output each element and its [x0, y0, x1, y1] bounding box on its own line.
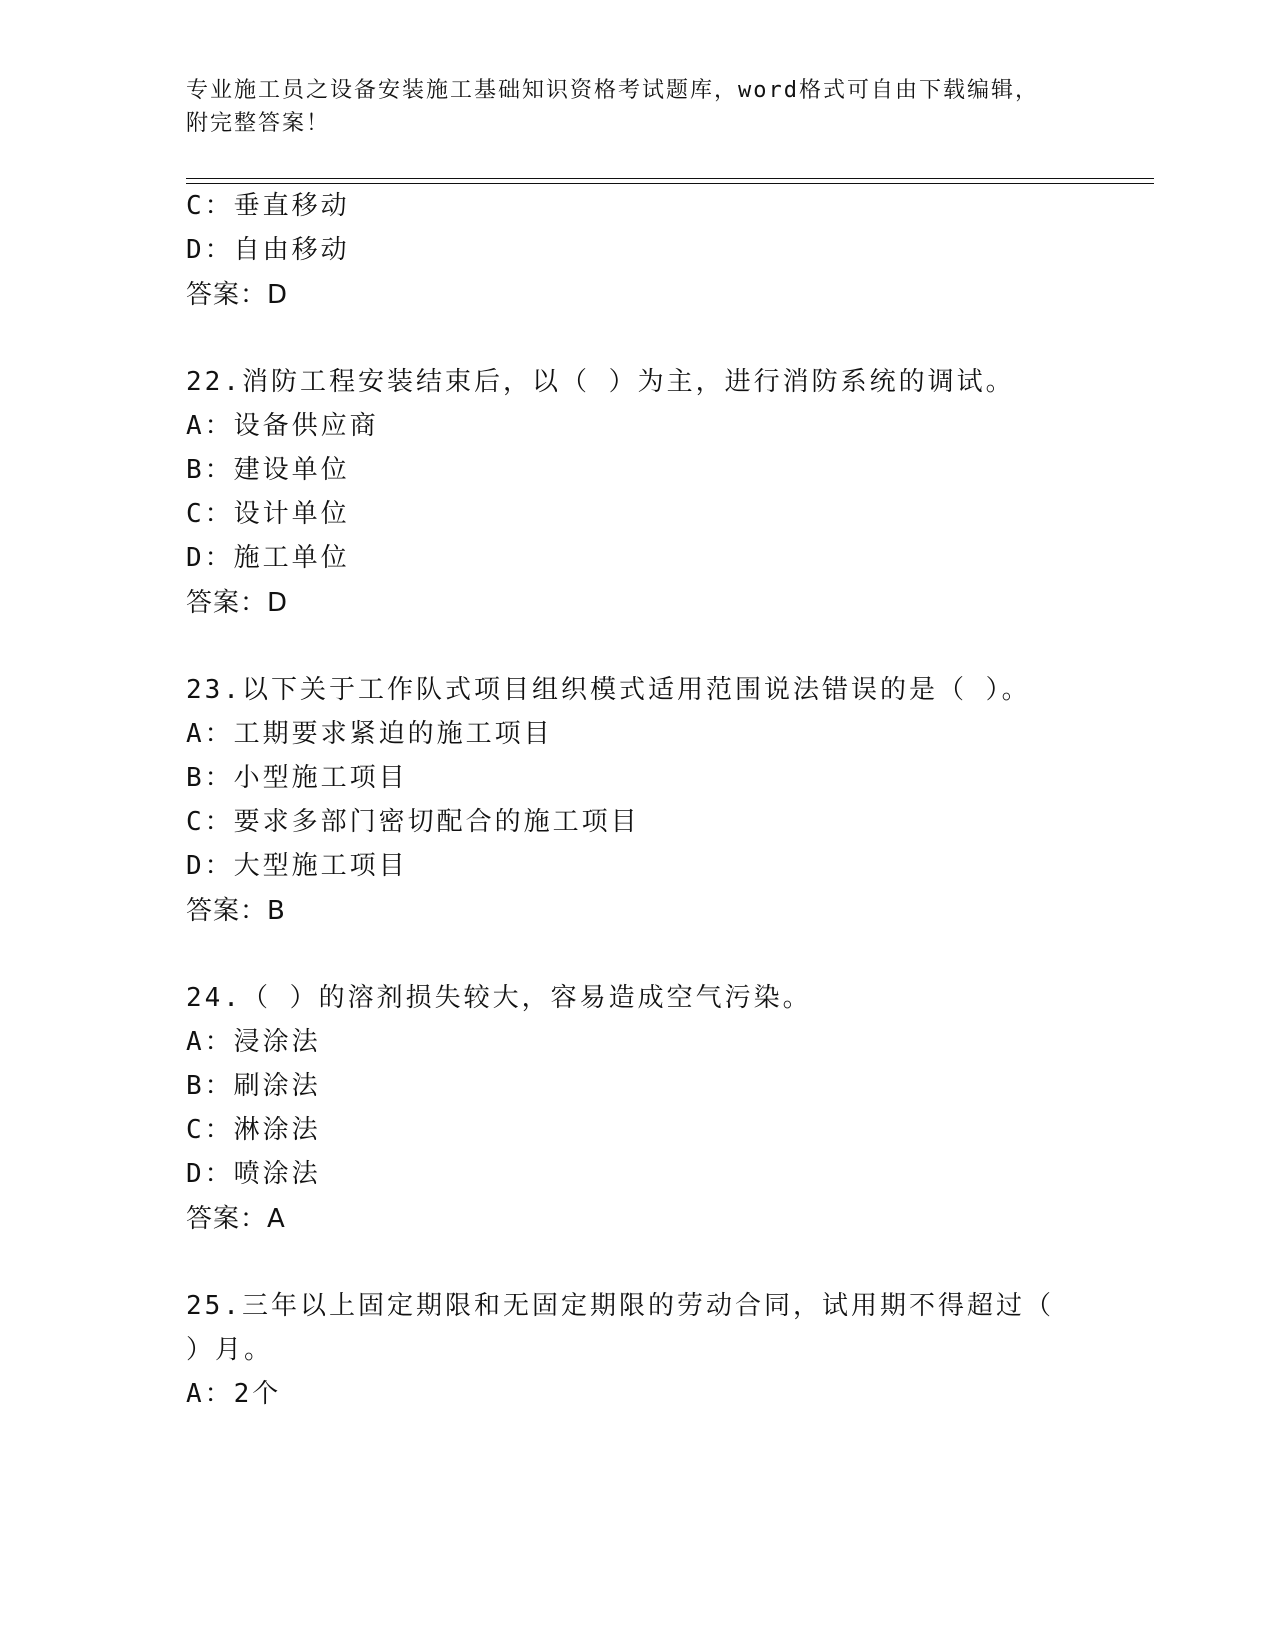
option-d: D：大型施工项目	[186, 851, 408, 881]
option-d: D：施工单位	[186, 543, 350, 573]
header-line-1: 专业施工员之设备安装施工基础知识资格考试题库，word格式可自由下载编辑，	[186, 78, 1039, 103]
option-a: A：设备供应商	[186, 411, 379, 441]
option-c: C：垂直移动	[186, 191, 350, 221]
option-c: C：要求多部门密切配合的施工项目	[186, 807, 640, 837]
option-a: A：工期要求紧迫的施工项目	[186, 719, 553, 749]
option-b: B：建设单位	[186, 455, 350, 485]
answer: 答案：D	[186, 588, 289, 618]
option-c: C：设计单位	[186, 499, 350, 529]
option-a: A：2个	[186, 1379, 282, 1409]
question-24: 24.（ ）的溶剂损失较大，容易造成空气污染。	[186, 983, 812, 1013]
answer: 答案：A	[186, 1204, 286, 1234]
question-23: 23.以下关于工作队式项目组织模式适用范围说法错误的是（ ）。	[186, 675, 1031, 705]
option-a: A：浸涂法	[186, 1027, 321, 1057]
option-d: D：喷涂法	[186, 1159, 321, 1189]
answer: 答案：D	[186, 280, 289, 310]
header-line-2: 附完整答案！	[186, 111, 331, 136]
header-divider-top	[186, 178, 1154, 179]
option-b: B：刷涂法	[186, 1071, 321, 1101]
option-c: C：淋涂法	[186, 1115, 321, 1145]
answer: 答案：B	[186, 896, 286, 926]
question-25: 25.三年以上固定期限和无固定期限的劳动合同，试用期不得超过（	[186, 1291, 1054, 1321]
question-22: 22.消防工程安装结束后，以（ ）为主，进行消防系统的调试。	[186, 367, 1015, 397]
document-header	[186, 74, 1066, 140]
option-d: D：自由移动	[186, 235, 350, 265]
header-divider-bottom	[186, 183, 1154, 184]
question-25-continued: ）月。	[186, 1335, 274, 1365]
option-b: B：小型施工项目	[186, 763, 408, 793]
